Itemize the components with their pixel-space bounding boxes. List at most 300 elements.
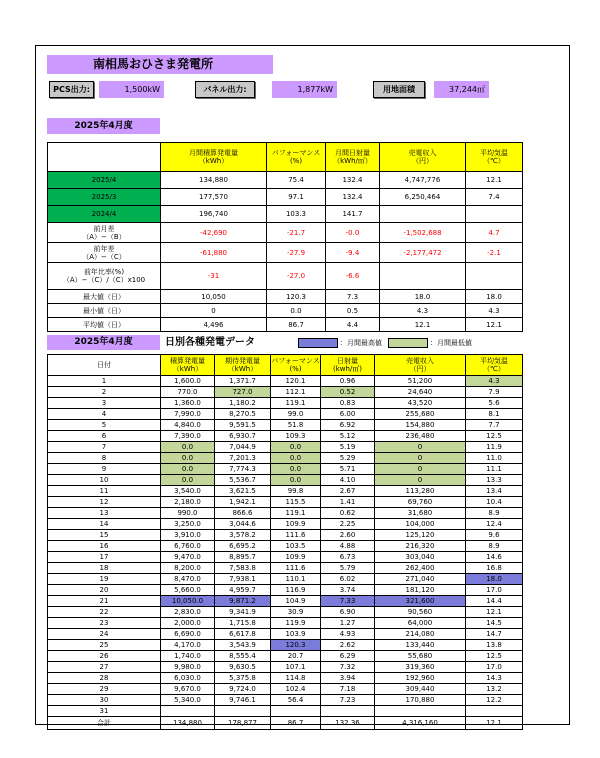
daily-value-cell: 3,044.6 (215, 519, 271, 530)
daily-value-cell: 4.88 (321, 541, 375, 552)
daily-value-cell: 9,871.2 (215, 596, 271, 607)
summary-value-cell: 141.7 (326, 206, 380, 223)
summary-header-cell: パフォーマンス (%) (267, 143, 326, 172)
daily-date-cell: 9 (48, 464, 161, 475)
summary-row-label: 2025/3 (48, 189, 161, 206)
summary-header-cell: 平均気温 （℃） (466, 143, 523, 172)
daily-value-cell: 12.5 (466, 431, 523, 442)
summary-value-cell: 75.4 (267, 172, 326, 189)
daily-value-cell: 17.0 (466, 585, 523, 596)
daily-date-cell: 19 (48, 574, 161, 585)
daily-value-cell: 13.2 (466, 684, 523, 695)
summary-value-cell: -31 (161, 263, 267, 290)
daily-value-cell: 7,201.3 (215, 453, 271, 464)
daily-value-cell: 6.92 (321, 420, 375, 431)
daily-value-cell: 1,715.8 (215, 618, 271, 629)
daily-row (48, 662, 523, 673)
daily-value-cell: 11.9 (466, 442, 523, 453)
daily-value-cell: 214,080 (375, 629, 466, 640)
daily-value-cell: 3,543.9 (215, 640, 271, 651)
summary-row (48, 304, 523, 318)
daily-value-cell: 236,480 (375, 431, 466, 442)
summary-value-cell: 134,880 (161, 172, 267, 189)
daily-value-cell: 7,990.0 (161, 409, 215, 420)
daily-date-cell: 27 (48, 662, 161, 673)
daily-value-cell: 116.9 (271, 585, 321, 596)
daily-date-cell: 3 (48, 398, 161, 409)
daily-value-cell: 271,040 (375, 574, 466, 585)
daily-value-cell: 102.4 (271, 684, 321, 695)
daily-value-cell: 69,760 (375, 497, 466, 508)
summary-value-cell: -42,690 (161, 223, 267, 243)
daily-value-cell: 113,280 (375, 486, 466, 497)
daily-total-cell: 178,877 (215, 717, 271, 730)
daily-value-cell: 104,000 (375, 519, 466, 530)
daily-total-cell: 12.1 (466, 717, 523, 730)
daily-value-cell: 3,540.0 (161, 486, 215, 497)
daily-value-cell: 7.23 (321, 695, 375, 706)
daily-row (48, 552, 523, 563)
daily-value-cell: 1.41 (321, 497, 375, 508)
daily-value-cell: 13.4 (466, 486, 523, 497)
daily-date-cell: 13 (48, 508, 161, 519)
daily-value-cell (215, 706, 271, 717)
daily-value-cell: 55,680 (375, 651, 466, 662)
daily-value-cell: 4.10 (321, 475, 375, 486)
daily-value-cell: 309,440 (375, 684, 466, 695)
daily-value-cell: 99.8 (271, 486, 321, 497)
daily-value-cell (466, 706, 523, 717)
summary-row (48, 243, 523, 263)
daily-date-cell: 6 (48, 431, 161, 442)
summary-value-cell (380, 263, 466, 290)
summary-row (48, 318, 523, 332)
daily-value-cell: 12.4 (466, 519, 523, 530)
daily-date-cell: 17 (48, 552, 161, 563)
summary-value-cell: 18.0 (466, 290, 523, 304)
daily-value-cell: 6,617.8 (215, 629, 271, 640)
daily-value-cell: 104.9 (271, 596, 321, 607)
daily-value-cell: 5.71 (321, 464, 375, 475)
daily-value-cell: 7.33 (321, 596, 375, 607)
daily-row (48, 519, 523, 530)
daily-total-cell: 134,880 (161, 717, 215, 730)
daily-total-cell: 合計 (48, 717, 161, 730)
daily-row (48, 508, 523, 519)
daily-date-cell: 8 (48, 453, 161, 464)
summary-value-cell: 7.4 (466, 189, 523, 206)
summary-value-cell (466, 263, 523, 290)
daily-value-cell: 114.8 (271, 673, 321, 684)
summary-header-cell: 月間積算発電量 （kWh） (161, 143, 267, 172)
daily-row (48, 497, 523, 508)
daily-value-cell: 5.19 (321, 442, 375, 453)
daily-value-cell: 0.52 (321, 387, 375, 398)
daily-value-cell: 109.9 (271, 552, 321, 563)
daily-value-cell: 11.1 (466, 464, 523, 475)
daily-value-cell: 2.25 (321, 519, 375, 530)
daily-date-cell: 1 (48, 376, 161, 387)
daily-row (48, 376, 523, 387)
daily-date-cell: 31 (48, 706, 161, 717)
daily-row (48, 409, 523, 420)
summary-value-cell: 177,570 (161, 189, 267, 206)
daily-value-cell: 6,690.0 (161, 629, 215, 640)
daily-value-cell: 7,044.9 (215, 442, 271, 453)
daily-total-cell: 132.36 (321, 717, 375, 730)
daily-value-cell: 9,630.5 (215, 662, 271, 673)
daily-value-cell: 154,880 (375, 420, 466, 431)
summary-header-cell: 売電収入 （円） (380, 143, 466, 172)
daily-value-cell: 107.1 (271, 662, 321, 673)
daily-value-cell: 3,250.0 (161, 519, 215, 530)
daily-value-cell: 6,695.2 (215, 541, 271, 552)
land-area-value: 37,244㎡ (434, 81, 489, 98)
daily-total-cell: 86.7 (271, 717, 321, 730)
daily-value-cell: 115.5 (271, 497, 321, 508)
summary-value-cell: 86.7 (267, 318, 326, 332)
daily-date-cell: 10 (48, 475, 161, 486)
summary-value-cell: 18.0 (380, 290, 466, 304)
daily-value-cell: 9.6 (466, 530, 523, 541)
daily-value-cell: 109.3 (271, 431, 321, 442)
daily-value-cell: 2,000.0 (161, 618, 215, 629)
summary-value-cell: 132.4 (326, 189, 380, 206)
summary-value-cell: 4.7 (466, 223, 523, 243)
daily-value-cell: 2.60 (321, 530, 375, 541)
summary-row-label: 最小値（日） (48, 304, 161, 318)
daily-value-cell: 0.0 (161, 464, 215, 475)
daily-row (48, 387, 523, 398)
daily-value-cell: 9,670.0 (161, 684, 215, 695)
daily-value-cell: 727.0 (215, 387, 271, 398)
legend-min-label: ：月間最低値 (430, 339, 472, 347)
daily-period: 2025年4月度 (47, 335, 160, 350)
daily-date-cell: 4 (48, 409, 161, 420)
summary-table (47, 142, 523, 332)
daily-value-cell: 9,980.0 (161, 662, 215, 673)
summary-value-cell: 196,740 (161, 206, 267, 223)
summary-value-cell: 12.1 (466, 172, 523, 189)
daily-value-cell: 14.5 (466, 618, 523, 629)
summary-header-blank (48, 143, 161, 172)
daily-header-cell: 期待発電量 （kWh） (215, 355, 271, 376)
daily-value-cell: 2.67 (321, 486, 375, 497)
daily-value-cell: 14.4 (466, 596, 523, 607)
daily-row (48, 475, 523, 486)
summary-row (48, 290, 523, 304)
daily-row (48, 486, 523, 497)
daily-value-cell: 8,555.4 (215, 651, 271, 662)
daily-value-cell: 6.02 (321, 574, 375, 585)
daily-value-cell: 7.9 (466, 387, 523, 398)
daily-value-cell: 1,360.0 (161, 398, 215, 409)
daily-value-cell: 770.0 (161, 387, 215, 398)
daily-date-cell: 21 (48, 596, 161, 607)
daily-row (48, 464, 523, 475)
summary-value-cell: -27.0 (267, 263, 326, 290)
daily-value-cell: 1,600.0 (161, 376, 215, 387)
daily-row (48, 684, 523, 695)
daily-value-cell: 120.1 (271, 376, 321, 387)
daily-value-cell: 14.6 (466, 552, 523, 563)
daily-value-cell: 17.0 (466, 662, 523, 673)
daily-row (48, 706, 523, 717)
daily-value-cell: 31,680 (375, 508, 466, 519)
pcs-output-label[interactable]: PCS出力: (49, 81, 94, 98)
panel-output-label[interactable]: パネル出力: (195, 81, 255, 98)
daily-row (48, 695, 523, 706)
daily-value-cell: 0 (375, 464, 466, 475)
daily-date-cell: 22 (48, 607, 161, 618)
daily-date-cell: 24 (48, 629, 161, 640)
daily-date-cell: 18 (48, 563, 161, 574)
pcs-output-value: 1,500kW (99, 81, 164, 98)
daily-row (48, 563, 523, 574)
daily-value-cell: 6,930.7 (215, 431, 271, 442)
daily-value-cell: 170,880 (375, 695, 466, 706)
summary-value-cell: 0.0 (267, 304, 326, 318)
daily-date-cell: 29 (48, 684, 161, 695)
daily-value-cell: 6.73 (321, 552, 375, 563)
daily-value-cell: 0.0 (271, 453, 321, 464)
daily-value-cell: 125,120 (375, 530, 466, 541)
summary-value-cell: 12.1 (466, 318, 523, 332)
daily-value-cell: 111.6 (271, 530, 321, 541)
summary-value-cell: -2,177,472 (380, 243, 466, 263)
daily-value-cell: 8,270.5 (215, 409, 271, 420)
daily-value-cell: 181,120 (375, 585, 466, 596)
daily-row (48, 442, 523, 453)
summary-value-cell (466, 206, 523, 223)
daily-row (48, 530, 523, 541)
daily-value-cell: 51.8 (271, 420, 321, 431)
summary-value-cell: -9.4 (326, 243, 380, 263)
daily-value-cell: 2,830.0 (161, 607, 215, 618)
daily-value-cell: 0.0 (271, 442, 321, 453)
daily-row (48, 640, 523, 651)
daily-value-cell: 7.18 (321, 684, 375, 695)
summary-value-cell: 120.3 (267, 290, 326, 304)
legend-max-swatch (298, 338, 338, 348)
daily-value-cell: 7,774.3 (215, 464, 271, 475)
summary-row (48, 172, 523, 189)
daily-date-cell: 23 (48, 618, 161, 629)
daily-value-cell: 8.9 (466, 541, 523, 552)
summary-value-cell: 12.1 (380, 318, 466, 332)
legend-min-swatch (388, 338, 428, 348)
summary-value-cell: 7.3 (326, 290, 380, 304)
daily-value-cell: 1.27 (321, 618, 375, 629)
land-area-label[interactable]: 用地面積 (373, 81, 425, 98)
summary-row (48, 263, 523, 290)
daily-value-cell: 0.0 (161, 442, 215, 453)
daily-value-cell: 2.62 (321, 640, 375, 651)
daily-value-cell: 64,000 (375, 618, 466, 629)
summary-row-label: 前年比率(%) （A）−（C）/（C）x100 (48, 263, 161, 290)
daily-value-cell: 16.8 (466, 563, 523, 574)
daily-value-cell: 7,938.1 (215, 574, 271, 585)
daily-value-cell: 0.0 (271, 464, 321, 475)
daily-row (48, 453, 523, 464)
daily-value-cell: 14.3 (466, 673, 523, 684)
daily-value-cell: 2,180.0 (161, 497, 215, 508)
daily-value-cell: 255,680 (375, 409, 466, 420)
daily-value-cell: 13.3 (466, 475, 523, 486)
daily-value-cell: 5.6 (466, 398, 523, 409)
daily-value-cell: 133,440 (375, 640, 466, 651)
daily-value-cell: 8.9 (466, 508, 523, 519)
daily-heading: 日別各種発電データ (165, 337, 255, 348)
daily-date-cell: 28 (48, 673, 161, 684)
summary-value-cell: -27.9 (267, 243, 326, 263)
summary-row (48, 189, 523, 206)
daily-value-cell: 1,740.0 (161, 651, 215, 662)
summary-value-cell: -0.0 (326, 223, 380, 243)
daily-value-cell: 6.00 (321, 409, 375, 420)
daily-value-cell: 10.4 (466, 497, 523, 508)
daily-value-cell: 5,340.0 (161, 695, 215, 706)
daily-header-cell: 日射量 (kwh/㎡) (321, 355, 375, 376)
daily-value-cell: 6,760.0 (161, 541, 215, 552)
daily-value-cell: 0.83 (321, 398, 375, 409)
daily-value-cell: 18.0 (466, 574, 523, 585)
daily-row (48, 651, 523, 662)
daily-value-cell: 12.1 (466, 607, 523, 618)
daily-date-cell: 5 (48, 420, 161, 431)
daily-date-cell: 20 (48, 585, 161, 596)
daily-date-cell: 2 (48, 387, 161, 398)
page-title: 南相馬おひさま発電所 (47, 55, 273, 74)
summary-value-cell: 0.5 (326, 304, 380, 318)
summary-value-cell: -2.1 (466, 243, 523, 263)
daily-value-cell: 119.1 (271, 508, 321, 519)
daily-value-cell: 0.0 (271, 475, 321, 486)
daily-value-cell: 262,400 (375, 563, 466, 574)
daily-total-row (48, 717, 523, 730)
summary-value-cell: -21.7 (267, 223, 326, 243)
daily-value-cell: 120.3 (271, 640, 321, 651)
daily-value-cell: 1,942.1 (215, 497, 271, 508)
daily-value-cell: 11.0 (466, 453, 523, 464)
daily-value-cell: 111.6 (271, 563, 321, 574)
daily-value-cell: 3.74 (321, 585, 375, 596)
daily-value-cell: 0 (375, 442, 466, 453)
daily-value-cell (271, 706, 321, 717)
daily-value-cell: 321,600 (375, 596, 466, 607)
daily-row (48, 420, 523, 431)
daily-value-cell: 3,910.0 (161, 530, 215, 541)
daily-value-cell: 6,030.0 (161, 673, 215, 684)
daily-value-cell: 303,040 (375, 552, 466, 563)
daily-date-cell: 7 (48, 442, 161, 453)
daily-header-row (48, 355, 523, 376)
daily-value-cell: 3,578.2 (215, 530, 271, 541)
daily-value-cell: 1,180.2 (215, 398, 271, 409)
legend-max-label: ：月間最高値 (340, 339, 382, 347)
daily-date-cell: 26 (48, 651, 161, 662)
daily-value-cell: 4.3 (466, 376, 523, 387)
daily-value-cell: 5,536.7 (215, 475, 271, 486)
daily-value-cell: 90,560 (375, 607, 466, 618)
panel-output-value: 1,877kW (272, 81, 337, 98)
daily-value-cell: 4.93 (321, 629, 375, 640)
summary-row-label: 最大値（日） (48, 290, 161, 304)
daily-value-cell: 0 (375, 475, 466, 486)
summary-row-label: 平均値（日） (48, 318, 161, 332)
summary-value-cell: 4.3 (466, 304, 523, 318)
daily-value-cell: 9,724.0 (215, 684, 271, 695)
daily-value-cell: 109.9 (271, 519, 321, 530)
daily-value-cell: 14.7 (466, 629, 523, 640)
daily-value-cell: 9,591.5 (215, 420, 271, 431)
daily-value-cell: 6.90 (321, 607, 375, 618)
daily-date-cell: 11 (48, 486, 161, 497)
summary-value-cell: -6.6 (326, 263, 380, 290)
summary-row (48, 223, 523, 243)
summary-row-label: 2024/4 (48, 206, 161, 223)
daily-value-cell: 12.5 (466, 651, 523, 662)
daily-value-cell: 10,050.0 (161, 596, 215, 607)
summary-value-cell: 0 (161, 304, 267, 318)
daily-value-cell: 5,375.8 (215, 673, 271, 684)
daily-value-cell: 7,390.0 (161, 431, 215, 442)
daily-value-cell: 24,640 (375, 387, 466, 398)
daily-value-cell: 4,840.0 (161, 420, 215, 431)
daily-row (48, 618, 523, 629)
daily-value-cell: 20.7 (271, 651, 321, 662)
daily-value-cell: 319,360 (375, 662, 466, 673)
daily-row (48, 574, 523, 585)
daily-value-cell: 0.0 (161, 475, 215, 486)
daily-value-cell: 5.79 (321, 563, 375, 574)
daily-table (47, 354, 523, 730)
daily-value-cell: 4,170.0 (161, 640, 215, 651)
daily-value-cell: 8,895.7 (215, 552, 271, 563)
daily-row (48, 398, 523, 409)
summary-value-cell: 4,747,776 (380, 172, 466, 189)
daily-value-cell: 9,470.0 (161, 552, 215, 563)
daily-value-cell: 6.29 (321, 651, 375, 662)
daily-value-cell: 5.29 (321, 453, 375, 464)
daily-value-cell: 8.1 (466, 409, 523, 420)
daily-value-cell: 103.5 (271, 541, 321, 552)
daily-value-cell: 5.12 (321, 431, 375, 442)
summary-header-row (48, 143, 523, 172)
daily-value-cell: 43,520 (375, 398, 466, 409)
daily-row (48, 607, 523, 618)
daily-value-cell: 7.32 (321, 662, 375, 673)
summary-value-cell: 4.4 (326, 318, 380, 332)
daily-value-cell: 30.9 (271, 607, 321, 618)
daily-row (48, 596, 523, 607)
summary-value-cell: 97.1 (267, 189, 326, 206)
daily-total-cell: 4,316,160 (375, 717, 466, 730)
daily-value-cell (375, 706, 466, 717)
summary-period: 2025年4月度 (47, 118, 160, 134)
daily-value-cell: 1,371.7 (215, 376, 271, 387)
daily-header-cell: 平均気温 （℃） (466, 355, 523, 376)
summary-value-cell: -1,502,688 (380, 223, 466, 243)
daily-value-cell: 9,341.9 (215, 607, 271, 618)
daily-value-cell: 13.8 (466, 640, 523, 651)
summary-value-cell: 10,050 (161, 290, 267, 304)
daily-header-cell: 売電収入 （円） (375, 355, 466, 376)
daily-row (48, 431, 523, 442)
daily-date-cell: 16 (48, 541, 161, 552)
daily-date-cell: 12 (48, 497, 161, 508)
summary-value-cell: -61,880 (161, 243, 267, 263)
